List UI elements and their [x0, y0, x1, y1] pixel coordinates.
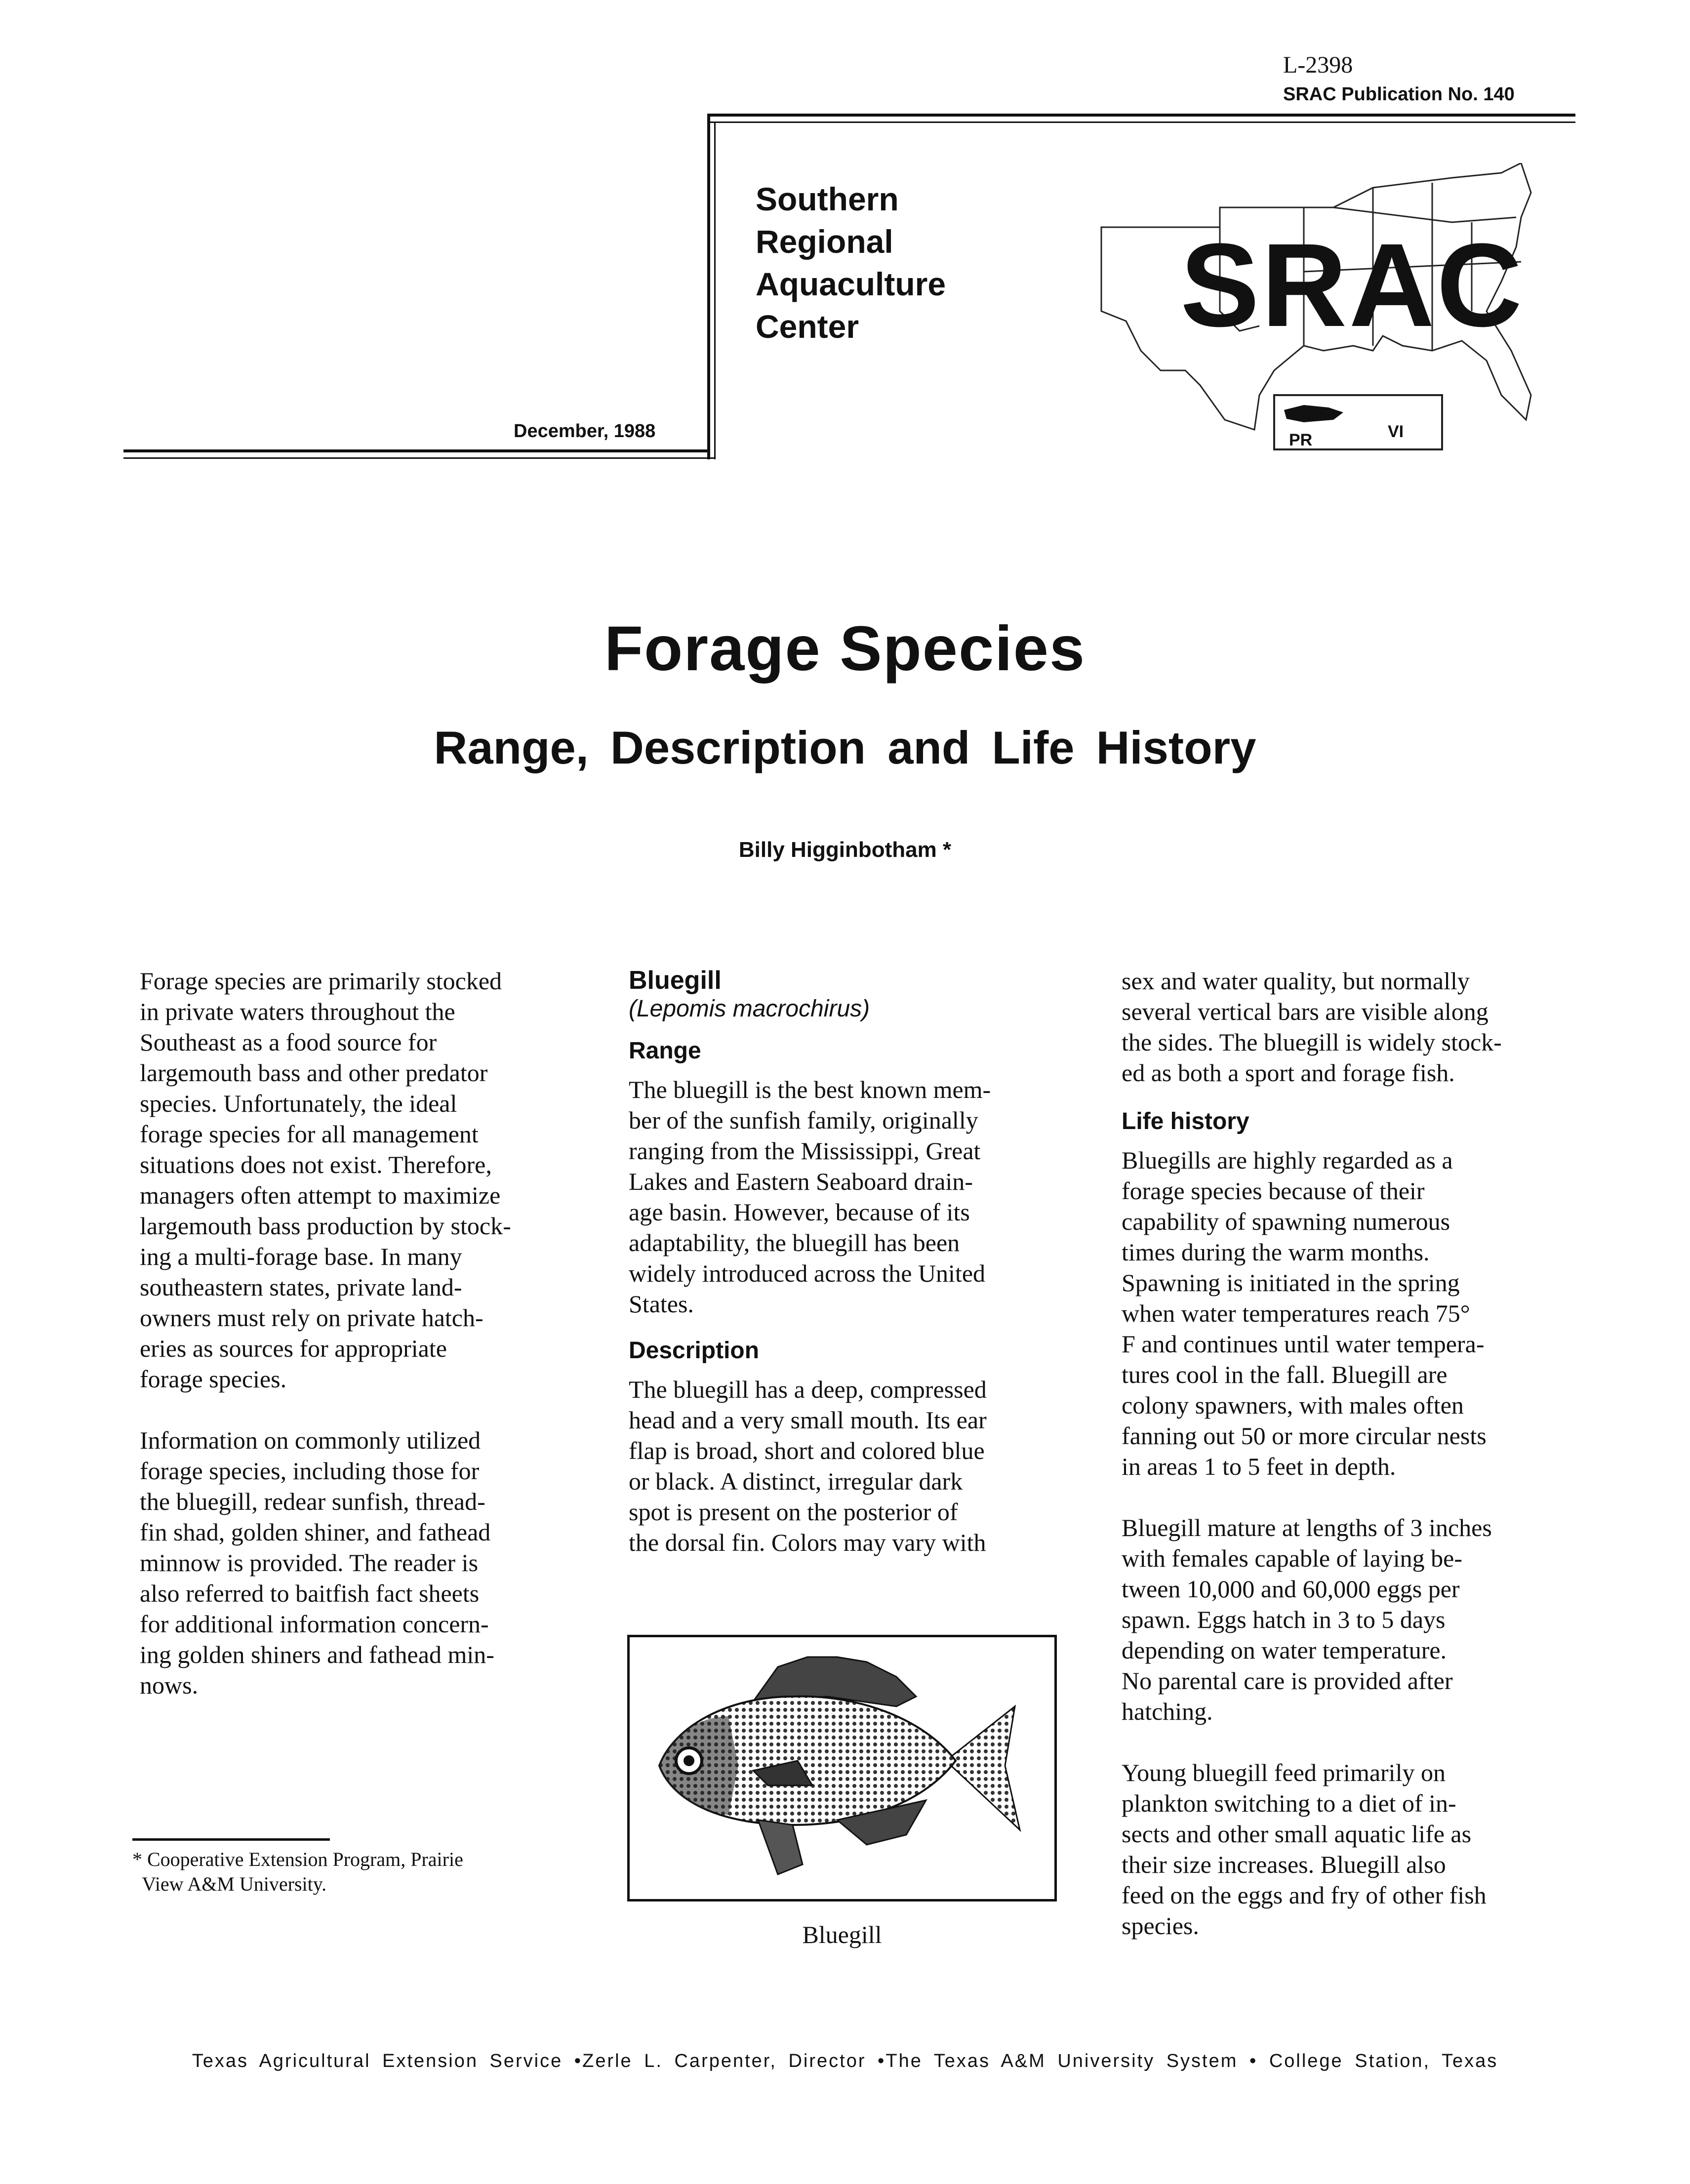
- text-line: Forage species are primarily stocked: [140, 967, 502, 995]
- text-line: ber of the sunfish family, originally: [629, 1106, 978, 1134]
- text-line: in areas 1 to 5 feet in depth.: [1122, 1453, 1396, 1480]
- center-name: [756, 178, 946, 348]
- issue-date: December, 1988: [514, 421, 656, 442]
- species-heading: Bluegill: [629, 966, 722, 995]
- text-line: situations does not exist. Therefore,: [140, 1151, 492, 1178]
- header-rule-top: [707, 114, 1575, 117]
- southern-states-map: [1027, 163, 1570, 469]
- text-line: with females capable of laying be-: [1122, 1544, 1462, 1572]
- text-line: species.: [1122, 1912, 1199, 1940]
- text-line: The bluegill is the best known mem-: [629, 1076, 991, 1103]
- text-line: Bluegills are highly regarded as a: [1122, 1146, 1453, 1174]
- text-line: forage species.: [140, 1365, 287, 1393]
- text-line: the sides. The bluegill is widely stock-: [1122, 1028, 1502, 1056]
- scientific-name: (Lepomis macrochirus): [629, 996, 870, 1022]
- text-line: ed as both a sport and forage fish.: [1122, 1059, 1455, 1087]
- text-line: Young bluegill feed primarily on: [1122, 1759, 1446, 1786]
- publication-code: L-2398: [1283, 52, 1353, 78]
- text-line: flap is broad, short and colored blue: [629, 1437, 985, 1464]
- text-line: ing a multi-forage base. In many: [140, 1243, 462, 1270]
- text-line: widely introduced across the United: [629, 1259, 986, 1287]
- text-line: largemouth bass production by stock-: [140, 1212, 511, 1240]
- text-line: eries as sources for appropriate: [140, 1335, 447, 1362]
- text-line: ranging from the Mississippi, Great: [629, 1137, 981, 1165]
- text-line: the bluegill, redear sunfish, thread-: [140, 1488, 485, 1515]
- center-name-line: Southern: [756, 181, 899, 217]
- text-line: fin shad, golden shiner, and fathead: [140, 1518, 491, 1546]
- text-line: also referred to baitfish fact sheets: [140, 1579, 480, 1607]
- description-continued: [1122, 966, 1561, 1088]
- intro-paragraph: [140, 966, 564, 1394]
- text-line: F and continues until water tempera-: [1122, 1330, 1485, 1358]
- text-line: feed on the eggs and fry of other fish: [1122, 1881, 1487, 1909]
- text-line: spot is present on the posterior of: [629, 1498, 958, 1526]
- text-line: spawn. Eggs hatch in 3 to 5 days: [1122, 1606, 1446, 1633]
- column-intro: [140, 966, 564, 1700]
- bluegill-figure: [627, 1635, 1057, 1901]
- header-rule-bottom-thin: [123, 457, 716, 459]
- text-line: Information on commonly utilized: [140, 1426, 481, 1454]
- footnote-line: View A&M University.: [132, 1873, 327, 1895]
- text-line: tures cool in the fall. Bluegill are: [1122, 1361, 1448, 1388]
- text-line: depending on water temperature.: [1122, 1636, 1447, 1664]
- life-history-paragraph: [1122, 1145, 1561, 1482]
- header-rule-bottom: [123, 449, 710, 452]
- text-line: when water temperatures reach 75°: [1122, 1299, 1470, 1327]
- text-line: sex and water quality, but normally: [1122, 967, 1470, 995]
- logo-text: SRAC: [1180, 219, 1525, 351]
- figure-caption: Bluegill: [802, 1921, 882, 1948]
- header-rule-top-thin: [707, 121, 1575, 123]
- life-history-paragraph: [1122, 1512, 1561, 1727]
- text-line: tween 10,000 and 60,000 eggs per: [1122, 1575, 1460, 1603]
- text-line: forage species because of their: [1122, 1177, 1425, 1205]
- intro-paragraph: [140, 1425, 564, 1700]
- description-paragraph: [629, 1374, 1053, 1558]
- text-line: The bluegill has a deep, compressed: [629, 1375, 987, 1403]
- text-line: Spawning is initiated in the spring: [1122, 1269, 1460, 1296]
- text-line: Bluegill mature at lengths of 3 inches: [1122, 1514, 1492, 1541]
- center-name-line: Regional: [756, 223, 893, 260]
- description-heading: Description: [629, 1337, 760, 1364]
- bluegill-illustration: [630, 1637, 1054, 1899]
- text-line: forage species for all management: [140, 1120, 479, 1148]
- text-line: for additional information concern-: [140, 1610, 489, 1638]
- text-line: No parental care is provided after: [1122, 1667, 1453, 1695]
- text-line: age basin. However, because of its: [629, 1198, 970, 1226]
- column-bluegill: [629, 966, 1053, 1558]
- text-line: or black. A distinct, irregular dark: [629, 1467, 963, 1495]
- text-line: the dorsal fin. Colors may vary with: [629, 1529, 986, 1556]
- text-line: hatching.: [1122, 1698, 1213, 1725]
- footnote: [132, 1847, 537, 1897]
- page-footer: Texas Agricultural Extension Service •Zerle L. Carpenter, Director •The Texas A&M University System • College Station, Texas: [192, 2051, 1498, 2071]
- center-name-line: Center: [756, 308, 859, 345]
- logo-vi-label: VI: [1388, 422, 1404, 441]
- range-heading: Range: [629, 1038, 701, 1064]
- text-line: in private waters throughout the: [140, 998, 455, 1025]
- logo-pr-label: PR: [1289, 431, 1313, 449]
- range-paragraph: [629, 1074, 1053, 1319]
- text-line: Southeast as a food source for: [140, 1028, 437, 1056]
- sub-title: Range, Description and Life History: [434, 722, 1256, 773]
- footnote-rule: [132, 1838, 330, 1841]
- header-rule-vertical-thin: [714, 121, 716, 459]
- center-name-line: Aquaculture: [756, 266, 946, 302]
- text-line: plankton switching to a diet of in-: [1122, 1789, 1456, 1817]
- publication-number: SRAC Publication No. 140: [1283, 84, 1515, 105]
- text-line: Lakes and Eastern Seaboard drain-: [629, 1168, 973, 1195]
- text-line: southeastern states, private land-: [140, 1273, 462, 1301]
- text-line: adaptability, the bluegill has been: [629, 1229, 960, 1256]
- text-line: capability of spawning numerous: [1122, 1208, 1450, 1235]
- text-line: times during the warm months.: [1122, 1238, 1430, 1266]
- text-line: fanning out 50 or more circular nests: [1122, 1422, 1487, 1450]
- srac-logo: [1027, 163, 1570, 469]
- column-life-history: [1122, 966, 1561, 1941]
- header-rule-vertical: [707, 114, 710, 459]
- footnote-line: * Cooperative Extension Program, Prairie: [132, 1848, 463, 1870]
- main-title: Forage Species: [604, 613, 1086, 684]
- text-line: sects and other small aquatic life as: [1122, 1820, 1472, 1848]
- text-line: head and a very small mouth. Its ear: [629, 1406, 987, 1434]
- text-line: their size increases. Bluegill also: [1122, 1851, 1446, 1878]
- text-line: ing golden shiners and fathead min-: [140, 1641, 494, 1668]
- text-line: States.: [629, 1290, 694, 1318]
- text-line: largemouth bass and other predator: [140, 1059, 488, 1087]
- text-line: forage species, including those for: [140, 1457, 480, 1485]
- author: Billy Higginbotham *: [738, 838, 952, 862]
- text-line: colony spawners, with males often: [1122, 1391, 1464, 1419]
- text-line: nows.: [140, 1671, 199, 1699]
- text-line: several vertical bars are visible along: [1122, 998, 1489, 1025]
- text-line: species. Unfortunately, the ideal: [140, 1090, 457, 1117]
- life-history-paragraph: [1122, 1757, 1561, 1941]
- text-line: owners must rely on private hatch-: [140, 1304, 483, 1332]
- life-history-heading: Life history: [1122, 1108, 1249, 1134]
- text-line: managers often attempt to maximize: [140, 1181, 501, 1209]
- text-line: minnow is provided. The reader is: [140, 1549, 479, 1577]
